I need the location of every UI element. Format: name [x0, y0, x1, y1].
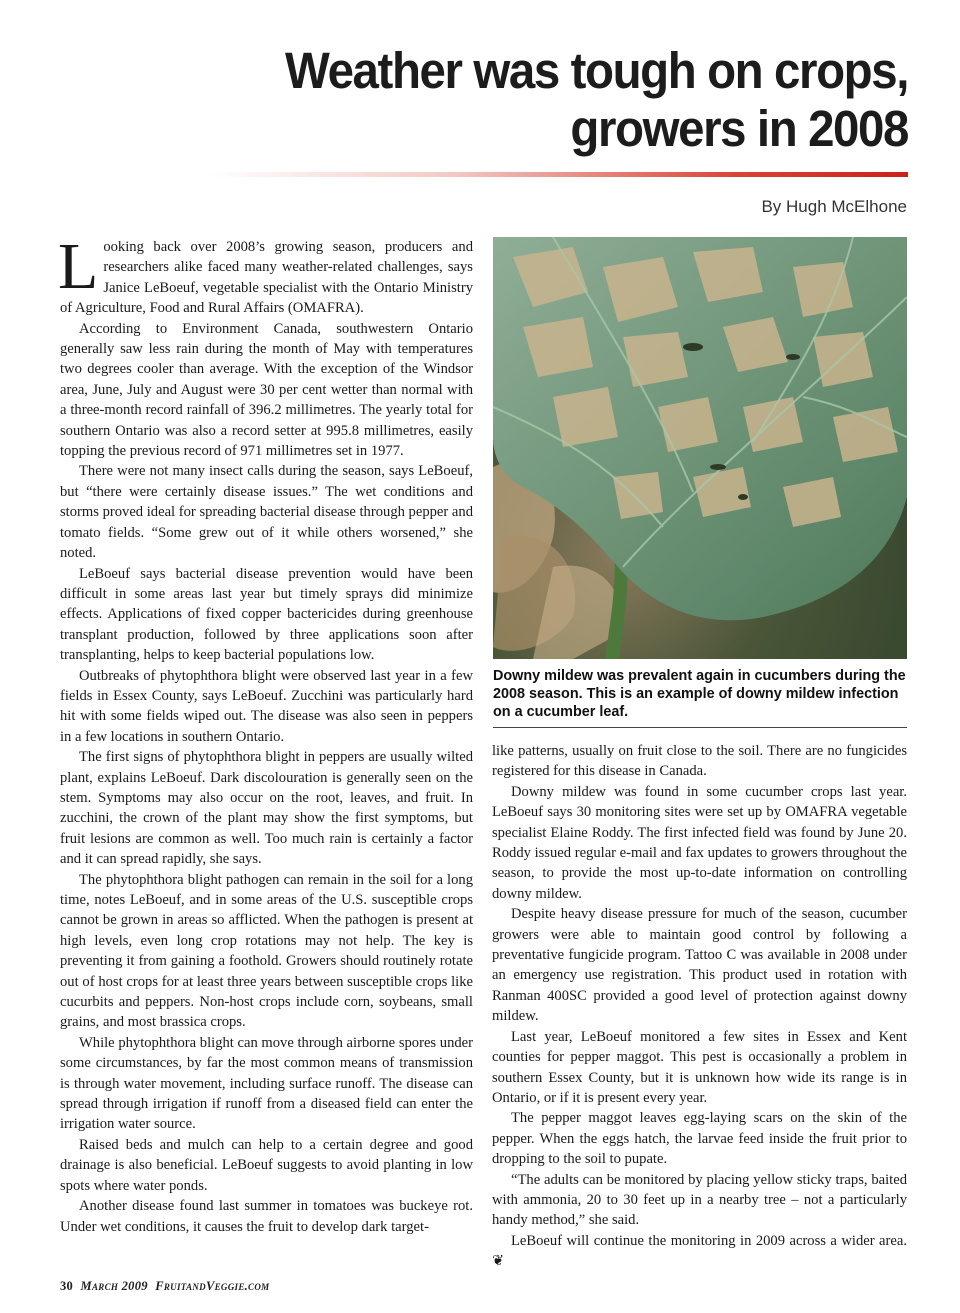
paragraph: “The adults can be monitored by placing yellow sticky traps, baited with ammonia, 20 to 30 feet up in a nearby tree – not a particularly handy method,” she said. — [492, 1171, 907, 1229]
page-footer — [60, 1279, 269, 1294]
paragraph: Raised beds and mulch can help to a certain degree and good drainage is also beneficial. LeBoeuf suggests to avoid planting in low spots where water ponds. — [60, 1136, 473, 1194]
paragraph: According to Environment Canada, southwestern Ontario generally saw less rain during the month of May with temperatures two degrees cooler than average. With the exception of the Windsor area, June, July and August were 30 per cent wetter than normal with a three-month record rainfall of 396.2 millimetres. The yearly total for southern Ontario was also a record setter at 995.8 millimetres, easily topping the previous record of 971 millimetres set in 1977. — [60, 320, 473, 460]
headline-rule — [210, 172, 908, 177]
headline-line-1: Weather was tough on crops, — [285, 42, 909, 99]
paragraph: While phytophthora blight can move through airborne spores under some circumstances, by far the most common means of transmission is through water movement, including surface runoff. The disease can spread through irrigation if runoff from a diseased field can enter the irrigation water source. — [60, 1034, 473, 1133]
magazine-site: FruitandVeggie.com — [155, 1279, 270, 1293]
paragraph: LeBoeuf says bacterial disease prevention would have been difficult in some areas last year but timely sprays did minimize effects. Applications of fixed copper bactericides during greenhouse transplant production, followed by three applications soon after transplanting, helps to keep bacterial populations low. — [60, 565, 473, 664]
paragraph: Last year, LeBoeuf monitored a few sites in Essex and Kent counties for pepper maggot. This pest is occasionally a problem in southern Essex County, but it is unknown how wide its range is in Ontario, or if it is present every year. — [492, 1028, 907, 1106]
paragraph: Looking back over 2008’s growing season, producers and researchers alike faced many weather-related challenges, says Janice LeBoeuf, vegetable specialist with the Ontario Ministry of Agriculture, Food and Rural Affairs (OMAFRA). — [58, 230, 473, 317]
paragraph: like patterns, usually on fruit close to the soil. There are no fungicides registered for this disease in Canada. — [492, 743, 907, 780]
downy-mildew-leaf-image — [493, 237, 907, 659]
paragraph: Downy mildew was found in some cucumber crops last year. LeBoeuf says 30 monitoring sites were set up by OMAFRA vegetable specialist Elaine Roddy. The first infected field was found by June 20. Roddy issued regular e-mail and fax updates to growers throughout the season, to provide the most up-to-date information on controlling downy mildew. — [492, 783, 908, 902]
byline: By Hugh McElhone — [761, 197, 907, 216]
paragraph: The phytophthora blight pathogen can remain in the soil for a long time, notes LeBoeuf, and in some areas of the U.S. susceptible crops cannot be grown in areas so afflicted. When the pathogen is present at high levels, even long crop rotations may not help. The key is preventing it from gaining a foothold. Growers should routinely rotate out of host crops for at least three years between susceptible crops like cucurbits and peppers. Non-host crops include corn, soybeans, small grains, and most brassica crops. — [60, 871, 473, 1031]
paragraph: The first signs of phytophthora blight in peppers are usually wilted plant, explains LeBoeuf. Dark discolouration is generally seen on the stem. Symptoms may also occur on the root, leaves, and fruit. In zucchini, the crown of the plant may show the first symptoms, but fruit lesions are common as well. Too much rain is certainly a factor and it can spread rapidly, she says. — [60, 749, 473, 868]
cucumber-leaf-photo — [493, 237, 907, 659]
paragraph: Despite heavy disease pressure for much of the season, cucumber growers were able to maintain good control by following a preventative fungicide program. Tattoo C was available in 2008 under an emergency use registration. This product used in rotation with Ranman 400SC provided a good level of protection against downy mildew. — [492, 906, 907, 1025]
left-column — [58, 230, 473, 1237]
caption-divider — [493, 727, 907, 728]
paragraph: Another disease found last summer in tomatoes was buckeye rot. Under wet conditions, it causes the fruit to develop dark target- — [60, 1198, 473, 1235]
page-number: 30 — [60, 1279, 74, 1293]
paragraph: Outbreaks of phytophthora blight were observed last year in a few fields in Essex County, says LeBoeuf. Zucchini was particularly hard hit with some fields wiped out. The disease was also seen in peppers in a few locations in southern Ontario. — [60, 667, 473, 745]
right-column — [492, 741, 907, 1272]
headline-line-2: growers in 2008 — [570, 100, 908, 157]
paragraph: The pepper maggot leaves egg-laying scars on the skin of the pepper. When the eggs hatch, the larvae feed inside the fruit prior to dropping to the soil to pupate. — [492, 1110, 907, 1168]
article-headline — [257, 42, 908, 158]
drop-cap: L — [58, 230, 99, 303]
photo-caption: Downy mildew was prevalent again in cucumbers during the 2008 season. This is an example of downy mildew infection on a cucumber leaf. — [493, 668, 906, 720]
issue-date: March 2009 — [80, 1279, 148, 1293]
paragraph: LeBoeuf will continue the monitoring in 2009 across a wider area. ❦ — [492, 1232, 907, 1270]
paragraph: There were not many insect calls during the season, says LeBoeuf, but “there were certainly disease issues.” The wet conditions and storms proved ideal for spreading bacterial disease through pepper and tomato fields. “Some grew out of it while others worsened,” she noted. — [60, 463, 473, 562]
